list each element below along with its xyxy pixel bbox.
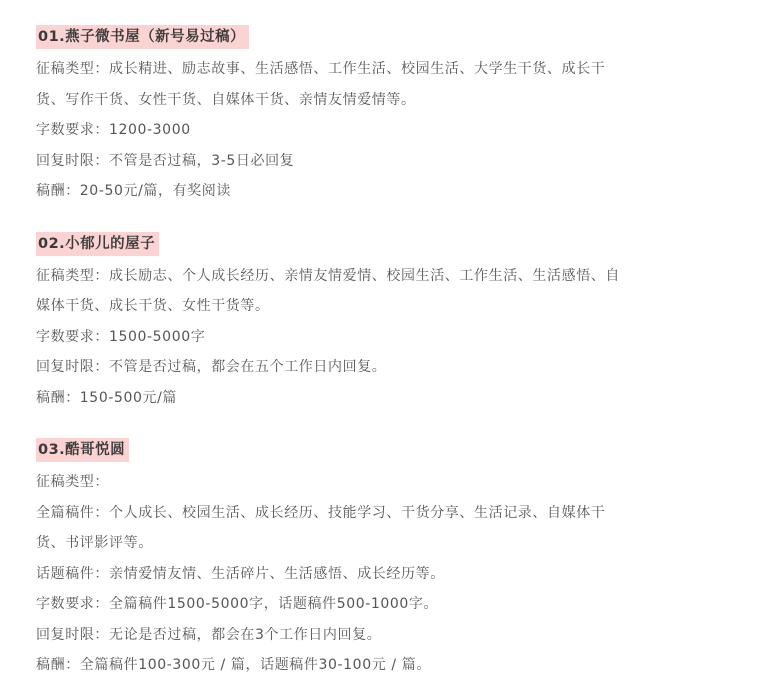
text-line: 字数要求：1200-3000 [36,122,191,138]
text-line: 字数要求：1500-5000字 [36,328,206,345]
text-line: 征稿类型： [36,474,109,490]
section-title: 03.酷哥悦圆 [36,438,129,462]
text-line: 回复时限：无论是否过稿，都会在3个工作日内回复。 [36,626,382,643]
text-line: 话题稿件：亲情爱情友情、生活碎片、生活感悟、成长经历等。 [36,565,445,582]
text-line: 全篇稿件：个人成长、校园生活、成长经历、技能学习、干货分享、生活记录、自媒体干 [36,504,606,521]
section-heading-row [36,437,696,463]
text-line: 回复时限：不管是否过稿，都会在五个工作日内回复。 [36,359,387,375]
section-heading-row [36,231,696,257]
text-line: 媒体干货、成长干货、女性干货等。 [36,298,270,314]
section-title: 01.燕子微书屋（新号易过稿） [36,25,249,49]
text-line: 货、写作干货、女性干货、自媒体干货、亲情友情爱情等。 [36,91,416,108]
text-line: 货、书评影评等。 [36,535,153,551]
section-03 [36,437,696,681]
section-title: 02.小郁儿的屋子 [36,232,159,256]
text-line: 稿酬：全篇稿件100-300元 / 篇，话题稿件30-100元 / 篇。 [36,657,431,673]
section-02 [36,231,696,414]
text-line: 稿酬：150-500元/篇 [36,389,178,406]
section-01 [36,24,696,207]
text-line: 回复时限：不管是否过稿，3-5日必回复 [36,152,295,169]
text-line: 征稿类型：成长励志、个人成长经历、亲情友情爱情、校园生活、工作生活、生活感悟、自 [36,267,620,284]
section-heading-row [36,24,696,50]
text-line: 征稿类型：成长精进、励志故事、生活感悟、工作生活、校园生活、大学生干货、成长干 [36,61,606,77]
text-line: 字数要求：全篇稿件1500-5000字，话题稿件500-1000字。 [36,596,439,612]
text-line: 稿酬：20-50元/篇，有奖阅读 [36,183,231,199]
article-body [36,24,696,681]
